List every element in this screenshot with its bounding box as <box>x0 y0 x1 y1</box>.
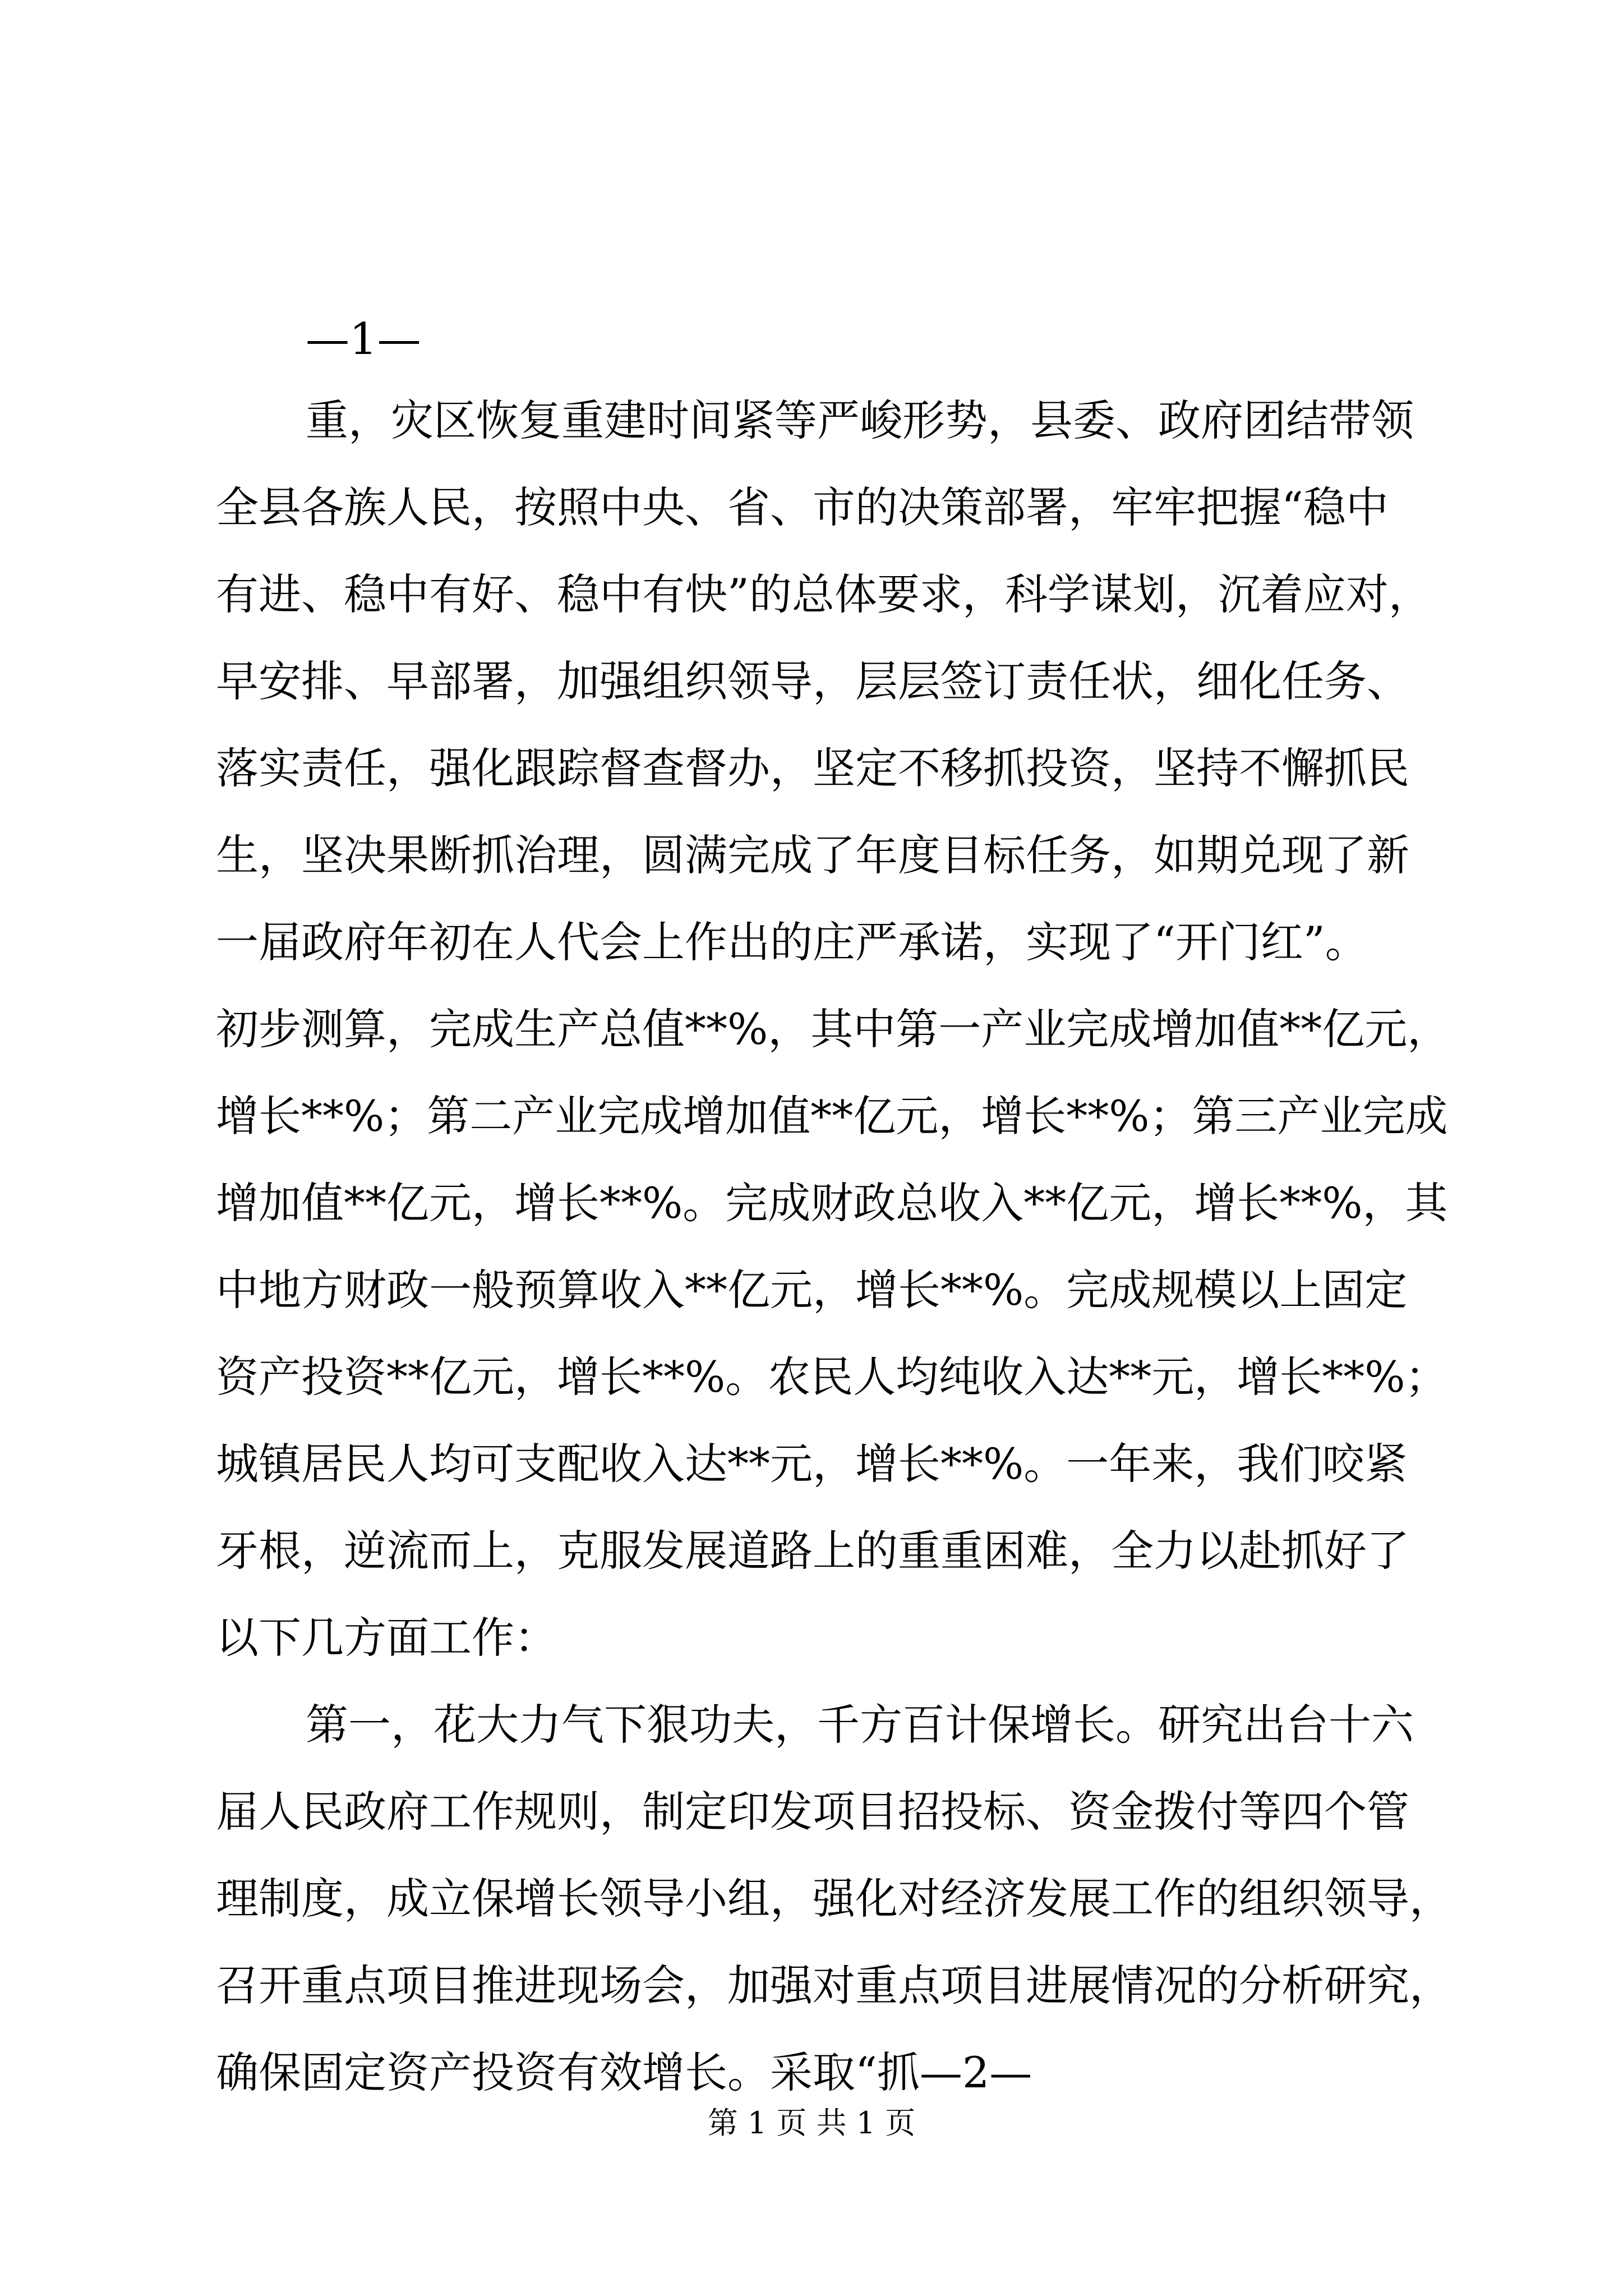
paragraph-line: 以下几方面工作： <box>216 1613 557 1663</box>
paragraph-line: 资产投资**亿元，增长**%。农民人均纯收入达**元，增长**%； <box>216 1352 1448 1402</box>
paragraph-line: 落实责任，强化跟踪督查督办，坚定不移抓投资，坚持不懈抓民 <box>216 743 1409 793</box>
paragraph-line: 初步测算，完成生产总值**%，其中第一产业完成增加值**亿元， <box>216 1004 1450 1054</box>
paragraph-line: 届人民政府工作规则，制定印发项目招投标、资金拨付等四个管 <box>216 1787 1409 1837</box>
paragraph-line: 城镇居民人均可支配收入达**元，增长**%。一年来，我们咬紧 <box>216 1439 1408 1489</box>
page-number-marker: —1— <box>306 314 421 365</box>
paragraph-line: 生，坚决果断抓治理，圆满完成了年度目标任务，如期兑现了新 <box>216 830 1409 880</box>
paragraph-line: 第一，花大力气下狠功夫，千方百计保增长。研究出台十六 <box>306 1700 1414 1750</box>
paragraph-line: 早安排、早部署，加强组织领导，层层签订责任状，细化任务、 <box>216 656 1409 706</box>
paragraph-line: 牙根，逆流而上，克服发展道路上的重重困难，全力以赴抓好了 <box>216 1526 1409 1576</box>
paragraph-line: 重，灾区恢复重建时间紧等严峻形势，县委、政府团结带领 <box>306 395 1414 445</box>
paragraph-line: 增加值**亿元，增长**%。完成财政总收入**亿元，增长**%，其 <box>216 1178 1448 1228</box>
paragraph-line: 召开重点项目推进现场会，加强对重点项目进展情况的分析研究， <box>216 1961 1452 2010</box>
paragraph-line: 有进、稳中有好、稳中有快”的总体要求，科学谋划，沉着应对， <box>216 569 1431 619</box>
paragraph-line: 理制度，成立保增长领导小组，强化对经济发展工作的组织领导， <box>216 1874 1452 1924</box>
paragraph-line: 一届政府年初在人代会上作出的庄严承诺，实现了“开门红”。 <box>216 917 1368 967</box>
paragraph-line: 确保固定资产投资有效增长。采取“抓—2— <box>216 2047 1032 2097</box>
page-footer: 第 1 页 共 1 页 <box>707 2105 916 2141</box>
paragraph-line: 增长**%；第二产业完成增加值**亿元，增长**%；第三产业完成 <box>216 1091 1448 1141</box>
paragraph-line: 全县各族人民，按照中央、省、市的决策部署，牢牢把握“稳中 <box>216 482 1389 532</box>
paragraph-line: 中地方财政一般预算收入**亿元，增长**%。完成规模以上固定 <box>216 1265 1408 1315</box>
